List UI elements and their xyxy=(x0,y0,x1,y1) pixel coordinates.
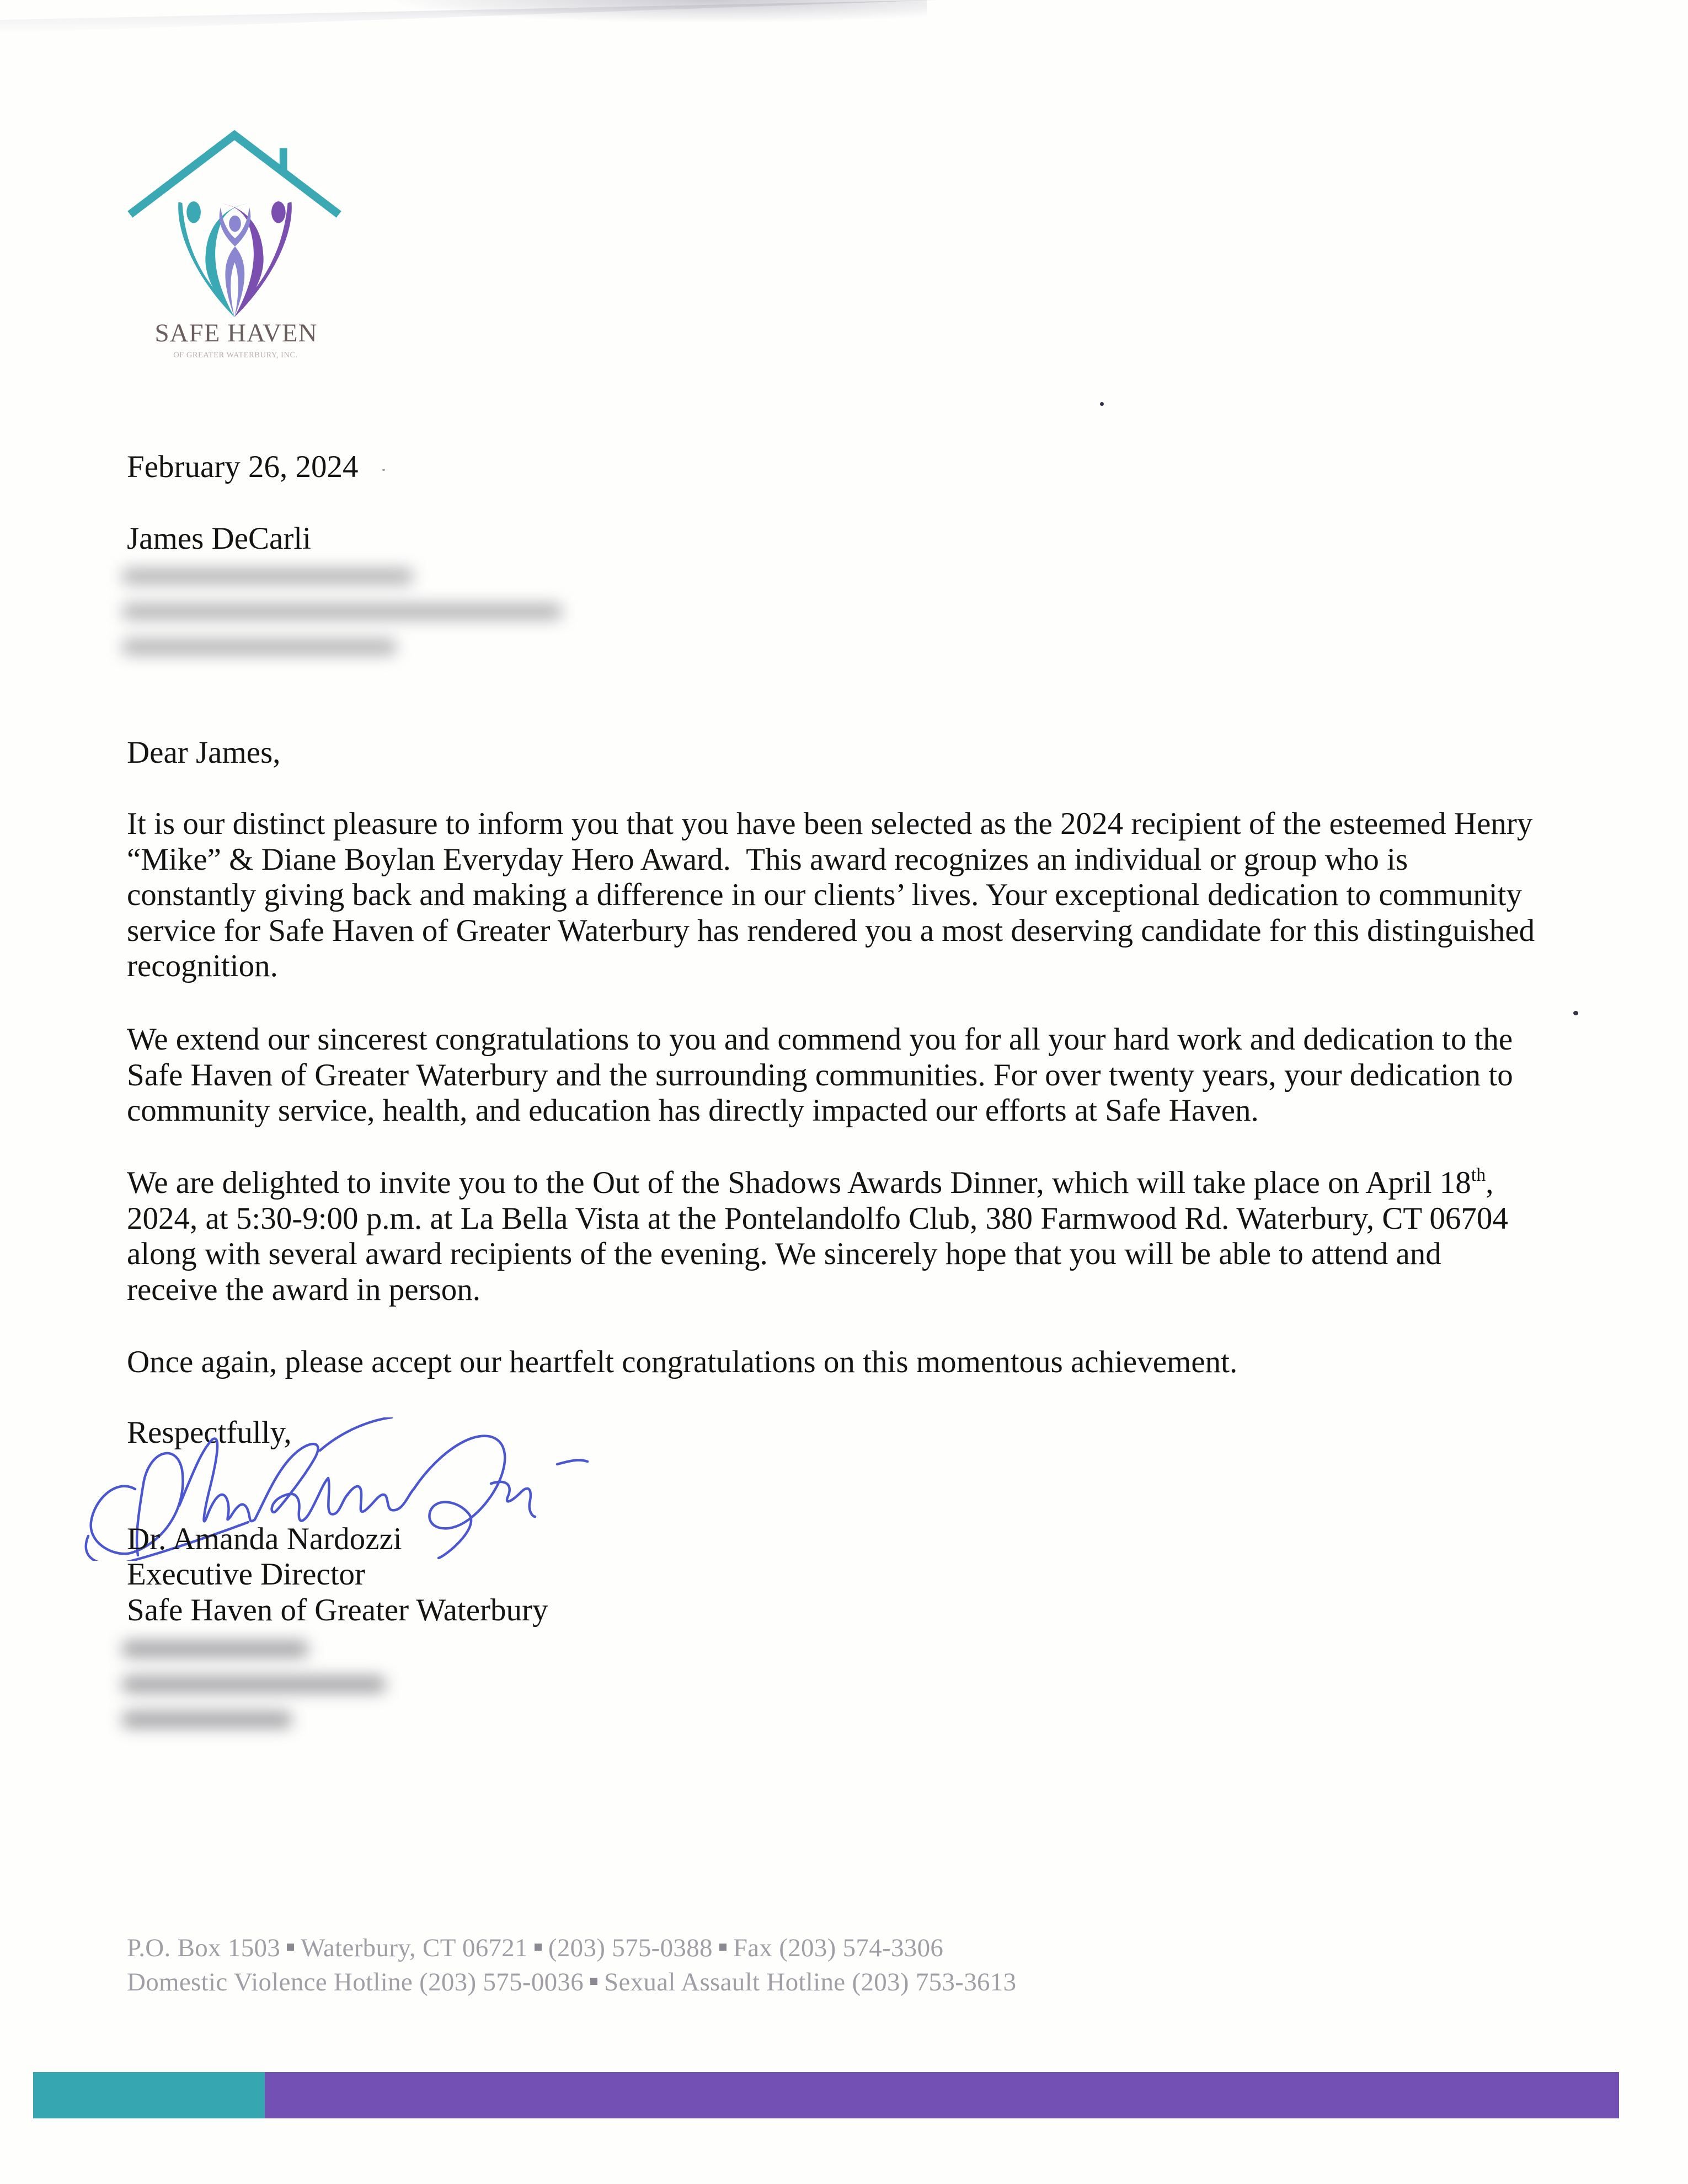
letter-date: February 26, 2024 xyxy=(127,449,359,484)
paragraph-line: 2024, at 5:30-9:00 p.m. at La Bella Vista at the Pontelandolfo Club, 380 Farmwood Rd. Waterbury, CT 06704 xyxy=(127,1201,1508,1236)
body-paragraph-1 xyxy=(127,806,1539,984)
bottom-bar-purple xyxy=(265,2072,1619,2118)
signer-name: Dr. Amanda Nardozzi xyxy=(127,1522,402,1556)
paragraph-line: “Mike” & Diane Boylan Everyday Hero Award. This award recognizes an individual or group who is xyxy=(127,842,1408,877)
footer-contact-line-1 xyxy=(127,1933,943,1963)
paragraph-line: Safe Haven of Greater Waterbury and the surrounding communities. For over twenty years, your dedication to xyxy=(127,1057,1513,1093)
footer-contact-line-2 xyxy=(127,1967,1016,1997)
footer-city: Waterbury, CT 06721 xyxy=(301,1934,528,1962)
paragraph-line: We extend our sincerest congratulations to you and commend you for all your hard work and dedication to the xyxy=(127,1022,1513,1057)
scan-shadow xyxy=(386,0,927,23)
scan-speck xyxy=(1100,402,1104,406)
separator-square-icon xyxy=(535,1944,542,1951)
salutation: Dear James, xyxy=(127,735,281,770)
separator-square-icon xyxy=(590,1978,597,1985)
scan-speck xyxy=(1573,1011,1578,1015)
paragraph-line: recognition. xyxy=(127,949,278,983)
recipient-name: James DeCarli xyxy=(127,521,311,556)
paragraph-line xyxy=(127,1165,1539,1201)
separator-square-icon xyxy=(287,1944,294,1951)
paragraph-line: constantly giving back and making a difference in our clients’ lives. Your exceptional dedication to community xyxy=(127,877,1523,912)
paragraph-line: Once again, please accept our heartfelt congratulations on this momentous achievement. xyxy=(127,1345,1238,1379)
redacted-recipient-address xyxy=(121,568,563,674)
paragraph-text: We are delighted to invite you to the Out of the Shadows Awards Dinner, which will take place on April 18 xyxy=(127,1165,1471,1200)
house-people-logo-icon xyxy=(124,130,345,317)
bottom-bar-teal xyxy=(33,2072,265,2118)
closing: Respectfully, xyxy=(127,1415,292,1450)
org-name: SAFE HAVEN xyxy=(154,319,318,347)
footer-dv-hotline: Domestic Violence Hotline (203) 575-0036 xyxy=(127,1968,584,1996)
paragraph-line: community service, health, and education has directly impacted our efforts at Safe Haven. xyxy=(127,1093,1259,1128)
signer-title: Executive Director xyxy=(127,1557,366,1592)
org-subtitle: OF GREATER WATERBURY, INC. xyxy=(173,351,298,360)
letterhead-logo xyxy=(124,130,345,364)
footer-fax: Fax (203) 574-3306 xyxy=(733,1934,944,1962)
body-paragraph-2 xyxy=(127,1022,1539,1129)
footer-sa-hotline: Sexual Assault Hotline (203) 753-3613 xyxy=(604,1968,1017,1996)
redacted-sender-address xyxy=(121,1641,386,1747)
signer-organization: Safe Haven of Greater Waterbury xyxy=(127,1593,548,1628)
separator-square-icon xyxy=(719,1944,727,1951)
body-paragraph-3 xyxy=(127,1165,1539,1308)
paragraph-line: service for Safe Haven of Greater Waterbury has rendered you a most deserving candidate for this distinguished xyxy=(127,913,1535,948)
paragraph-line: receive the award in person. xyxy=(127,1272,480,1307)
paragraph-line: along with several award recipients of the evening. We sincerely hope that you will be able to attend and xyxy=(127,1236,1441,1271)
footer-phone: (203) 575-0388 xyxy=(548,1934,713,1962)
paragraph-line: It is our distinct pleasure to inform you that you have been selected as the 2024 recipient of the esteemed Henry xyxy=(127,806,1533,841)
scan-speck xyxy=(382,469,385,471)
ordinal-suffix: th xyxy=(1471,1165,1486,1185)
paragraph-text: , xyxy=(1486,1165,1494,1200)
footer-po-box: P.O. Box 1503 xyxy=(127,1934,281,1962)
body-paragraph-4 xyxy=(127,1345,1539,1380)
